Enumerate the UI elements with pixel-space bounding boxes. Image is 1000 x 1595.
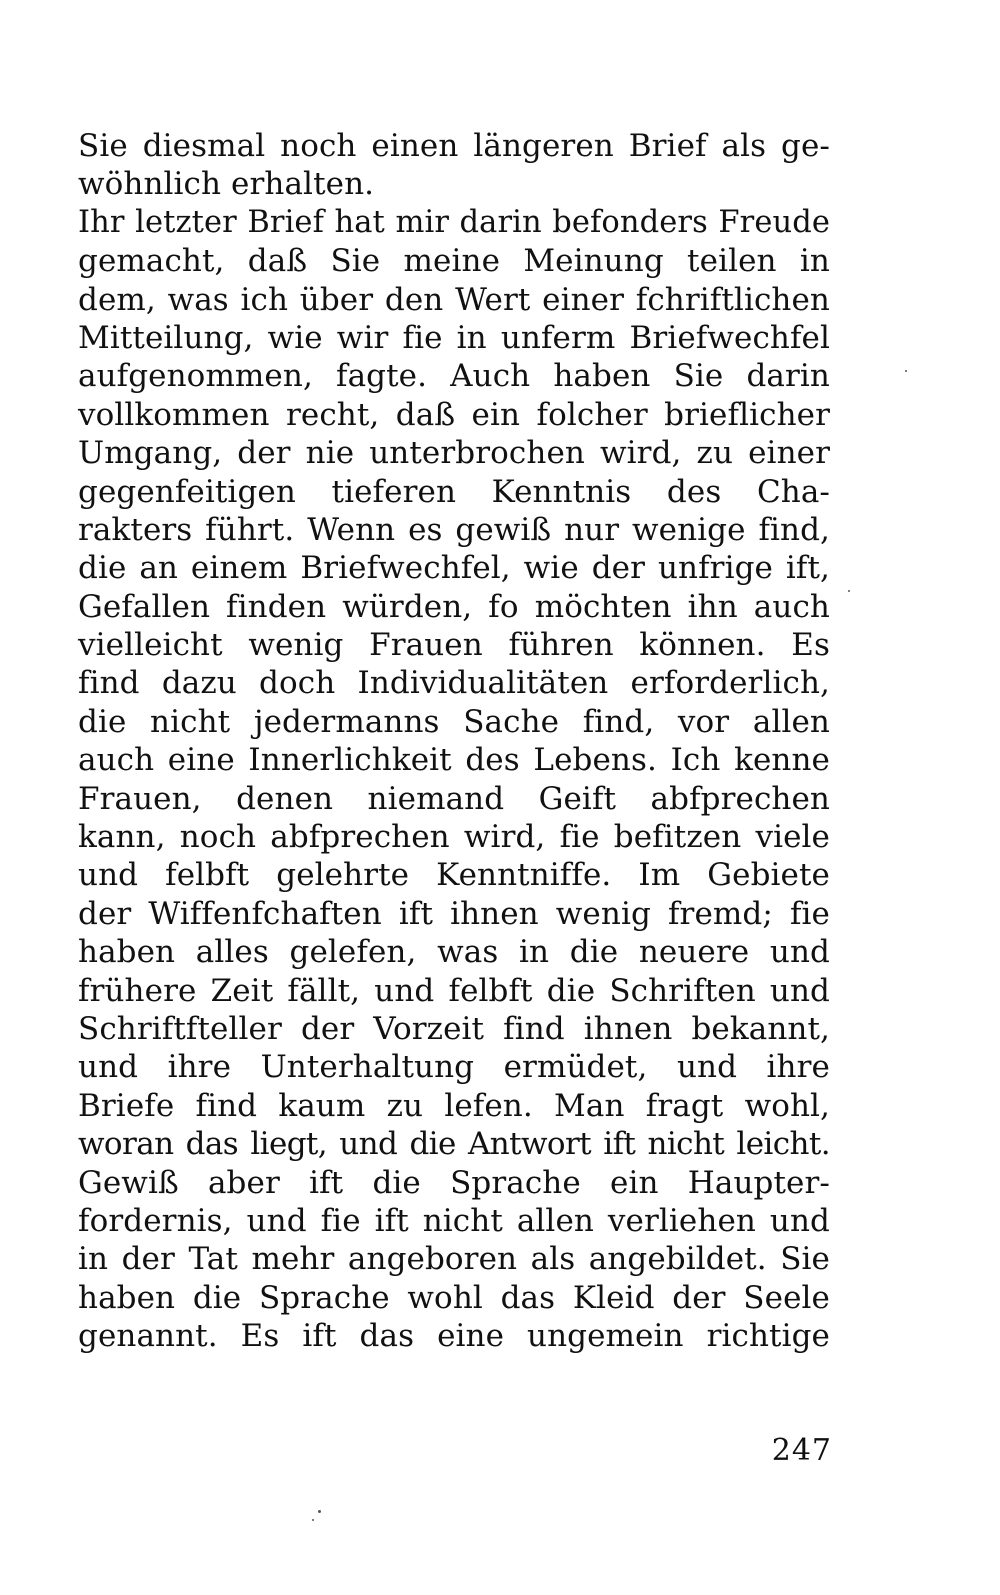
- text-line: woran das liegt, und die Antwort ift nicht leicht.: [78, 1126, 830, 1163]
- text-line: Umgang, der nie unterbrochen wird, zu einer: [78, 435, 830, 472]
- text-line: in der Tat mehr angeboren als angebildet. Sie: [78, 1241, 830, 1278]
- text-line: die nicht jedermanns Sache find, vor allen: [78, 703, 830, 740]
- text-line: und felbft gelehrte Kenntniffe. Im Gebiete: [78, 857, 830, 894]
- text-line: Sie diesmal noch einen längeren Brief als ge-: [78, 128, 830, 164]
- text-line: die an einem Briefwechfel, wie der unfrige ift,: [78, 550, 830, 587]
- text-line: der Wiffenfchaften ift ihnen wenig fremd; fie: [78, 895, 830, 932]
- text-line: Mitteilung, wie wir fie in unferm Briefwechfel: [78, 319, 830, 356]
- text-line: fordernis, und fie ift nicht allen verliehen und: [78, 1202, 830, 1239]
- text-line: frühere Zeit fällt, und felbft die Schriften und: [78, 972, 830, 1009]
- text-line: gemacht, daß Sie meine Meinung teilen in: [78, 243, 830, 280]
- text-line: haben die Sprache wohl das Kleid der Seele: [78, 1279, 830, 1316]
- text-line: Gefallen finden würden, fo möchten ihn auch: [78, 588, 830, 625]
- text-line: Ihr letzter Brief hat mir darin befonders Freude: [78, 204, 830, 240]
- text-line: genannt. Es ift das eine ungemein richtige: [78, 1318, 830, 1355]
- text-line: kann, noch abfprechen wird, fie befitzen viele: [78, 819, 830, 856]
- text-line: haben alles gelefen, was in die neuere und: [78, 934, 830, 971]
- text-line: und ihre Unterhaltung ermüdet, und ihre: [78, 1049, 830, 1086]
- text-line: vielleicht wenig Frauen führen können. Es: [78, 627, 830, 664]
- scan-speck: [318, 1510, 321, 1513]
- text-line: auch eine Innerlichkeit des Lebens. Ich kenne: [78, 742, 830, 779]
- text-line: Gewiß aber ift die Sprache ein Haupter-: [78, 1164, 830, 1201]
- text-line: Schriftfteller der Vorzeit find ihnen bekannt,: [78, 1010, 830, 1047]
- text-line: aufgenommen, fagte. Auch haben Sie darin: [78, 358, 830, 395]
- text-line: Briefe find kaum zu lefen. Man fragt wohl,: [78, 1087, 830, 1124]
- text-line: rakters führt. Wenn es gewiß nur wenige find,: [78, 511, 830, 548]
- text-line: Frauen, denen niemand Geift abfprechen: [78, 780, 830, 817]
- text-line: gegenfeitigen tieferen Kenntnis des Cha-: [78, 473, 830, 510]
- text-line: find dazu doch Individualitäten erforderlich,: [78, 665, 830, 702]
- text-line: dem, was ich über den Wert einer fchriftlichen: [78, 281, 830, 318]
- page-number: 247: [771, 1433, 832, 1468]
- body-text: [78, 127, 830, 1356]
- text-line: wöhnlich erhalten.: [78, 166, 375, 203]
- scan-speck: [848, 590, 850, 592]
- text-line: vollkommen recht, daß ein folcher brieflicher: [78, 396, 830, 433]
- scan-speck: [312, 1519, 314, 1521]
- scan-speck: [905, 370, 907, 372]
